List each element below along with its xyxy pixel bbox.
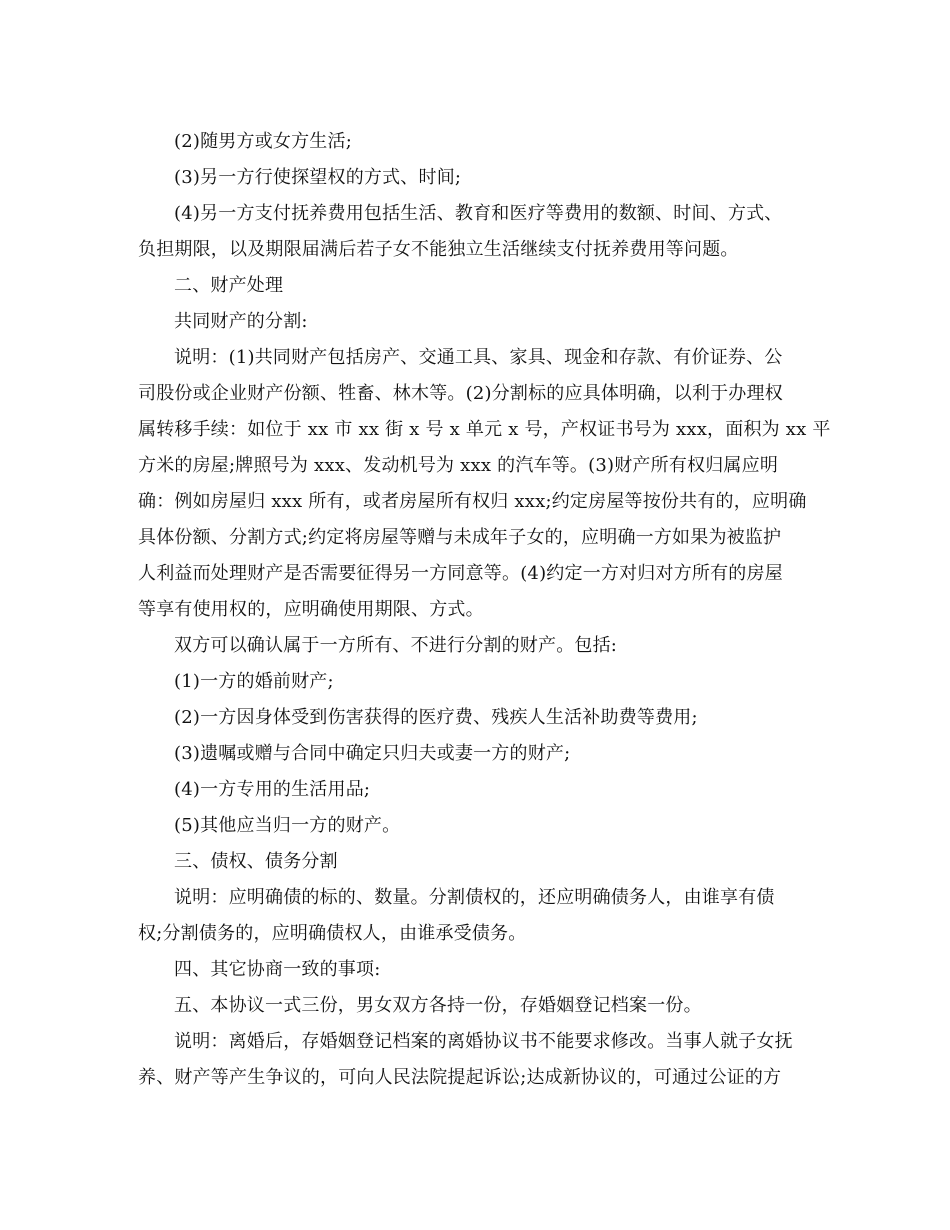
subheading: 共同财产的分割: xyxy=(174,311,308,332)
text-line: 说明：应明确债的标的、数量。分割债权的，还应明确债务人，由谁享有债 xyxy=(174,887,775,908)
section-heading: 二、财产处理 xyxy=(174,275,284,296)
text-line: (4)另一方支付抚养费用包括生活、教育和医疗等费用的数额、时间、方式、 xyxy=(174,203,783,224)
text-line: 说明：离婚后，存婚姻登记档案的离婚协议书不能要求修改。当事人就子女抚 xyxy=(174,1031,793,1052)
text-line: (2)随男方或女方生活; xyxy=(174,131,352,152)
text-line: 方米的房屋;牌照号为 xxx、发动机号为 xxx 的汽车等。(3)财产所有权归属应明 xyxy=(138,455,779,476)
text-line: 属转移手续：如位于 xx 市 xx 街 x 号 x 单元 x 号，产权证书号为 xxx，面积为 xx 平 xyxy=(138,419,831,440)
text-line: 负担期限，以及期限届满后若子女不能独立生活继续支付抚养费用等问题。 xyxy=(138,239,739,260)
text-line: 权;分割债务的，应明确债权人，由谁承受债务。 xyxy=(138,923,527,944)
text-line: 等享有使用权的，应明确使用期限、方式。 xyxy=(138,599,484,620)
section-heading: 三、债权、债务分割 xyxy=(174,851,338,872)
list-item: (3)遗嘱或赠与合同中确定只归夫或妻一方的财产; xyxy=(174,743,571,764)
text-line: 双方可以确认属于一方所有、不进行分割的财产。包括: xyxy=(174,635,618,656)
list-item: (1)一方的婚前财产; xyxy=(174,671,334,692)
text-line: 司股份或企业财产份额、牲畜、林木等。(2)分割标的应具体明确，以利于办理权 xyxy=(138,383,783,404)
section-heading: 四、其它协商一致的事项: xyxy=(174,959,381,980)
text-line: 具体份额、分割方式;约定将房屋等赠与未成年子女的，应明确一方如果为被监护 xyxy=(138,527,782,548)
text-line: 说明：(1)共同财产包括房产、交通工具、家具、现金和存款、有价证券、公 xyxy=(174,347,783,368)
text-line: 确：例如房屋归 xxx 所有，或者房屋所有权归 xxx;约定房屋等按份共有的，应明确 xyxy=(138,491,807,512)
text-line: (3)另一方行使探望权的方式、时间; xyxy=(174,167,462,188)
text-line: 养、财产等产生争议的，可向人民法院提起诉讼;达成新协议的，可通过公证的方 xyxy=(138,1067,782,1088)
text-line: 人利益而处理财产是否需要征得另一方同意等。(4)约定一方对归对方所有的房屋 xyxy=(138,563,783,584)
section-heading: 五、本协议一式三份，男女双方各持一份，存婚姻登记档案一份。 xyxy=(174,995,702,1016)
list-item: (5)其他应当归一方的财产。 xyxy=(174,815,401,836)
document-body xyxy=(138,124,831,1096)
list-item: (2)一方因身体受到伤害获得的医疗费、残疾人生活补助费等费用; xyxy=(174,707,698,728)
list-item: (4)一方专用的生活用品; xyxy=(174,779,371,800)
